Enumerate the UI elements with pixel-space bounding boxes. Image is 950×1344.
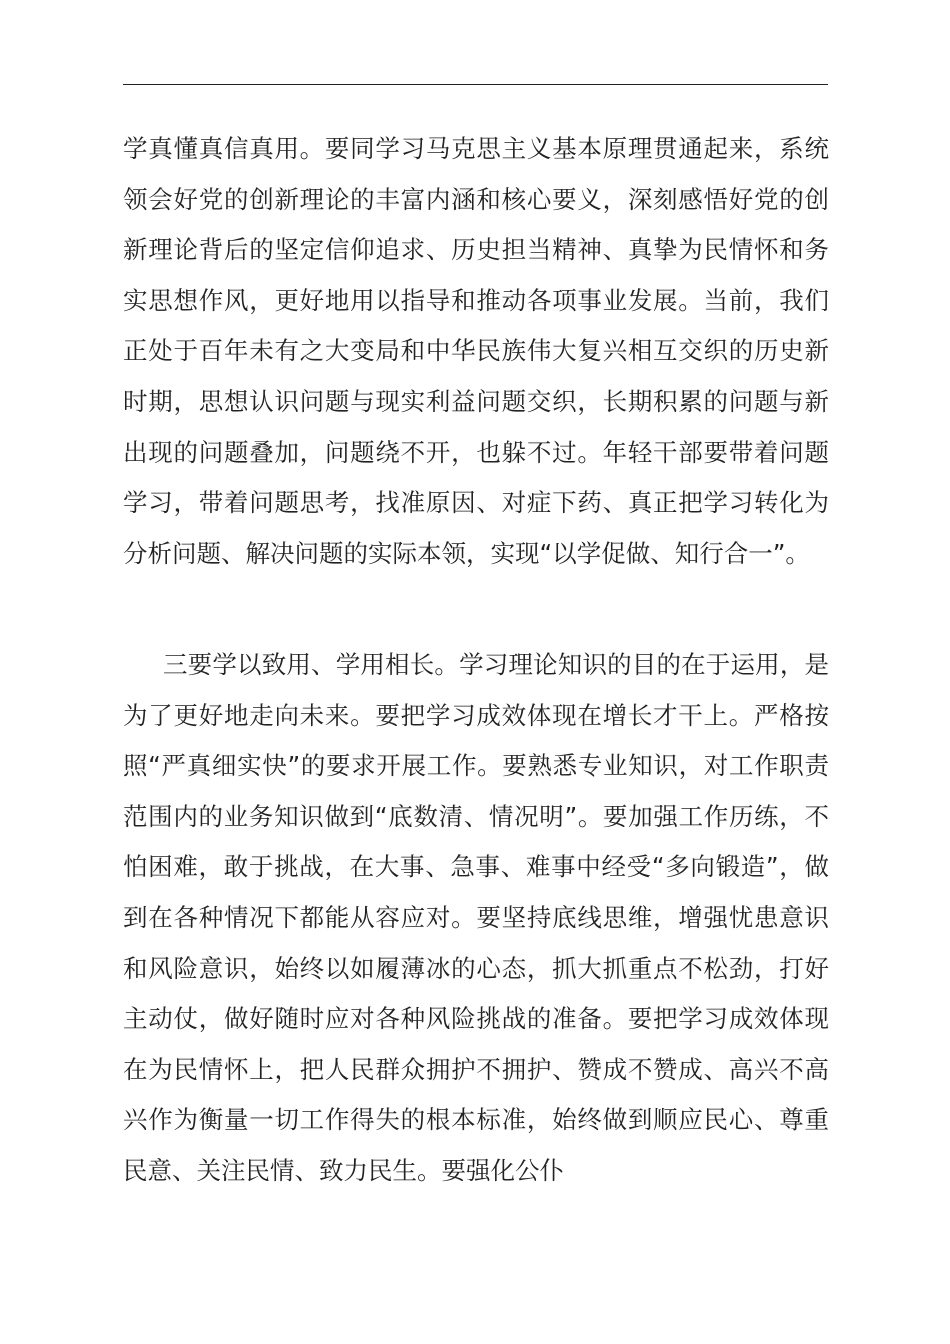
header-rule: [123, 84, 828, 85]
paragraph-2: 三要学以致用、学用相长。学习理论知识的目的在于运用，是为了更好地走向未来。要把学习成效体现在增长才干上。严格按照“严真细实快”的要求开展工作。要熟悉专业知识，对工作职责范围内的业务知识做到“底数清、情况明”。要加强工作历练，不怕困难，敢于挑战，在大事、急事、难事中经受“多向锻造”，做到在各种情况下都能从容应对。要坚持底线思维，增强忧患意识和风险意识，始终以如履薄冰的心态，抓大抓重点不松劲，打好主动仗，做好随时应对各种风险挑战的准备。要把学习成效体现在为民情怀上，把人民群众拥护不拥护、赞成不赞成、高兴不高兴作为衡量一切工作得失的根本标准，始终做到顺应民心、尊重民意、关注民情、致力民生。要强化公仆: [123, 650, 829, 1185]
paragraph-1: 学真懂真信真用。要同学习马克思主义基本原理贯通起来，系统领会好党的创新理论的丰富内涵和核心要义，深刻感悟好党的创新理论背后的坚定信仰追求、历史担当精神、真挚为民情怀和务实思想作风，更好地用以指导和推动各项事业发展。当前，我们正处于百年未有之大变局和中华民族伟大复兴相互交织的历史新时期，思想认识问题与现实利益问题交织，长期积累的问题与新出现的问题叠加，问题绕不开，也躲不过。年轻干部要带着问题学习，带着问题思考，找准原因、对症下药、真正把学习转化为分析问题、解决问题的实际本领，实现“以学促做、知行合一”。: [123, 134, 829, 568]
